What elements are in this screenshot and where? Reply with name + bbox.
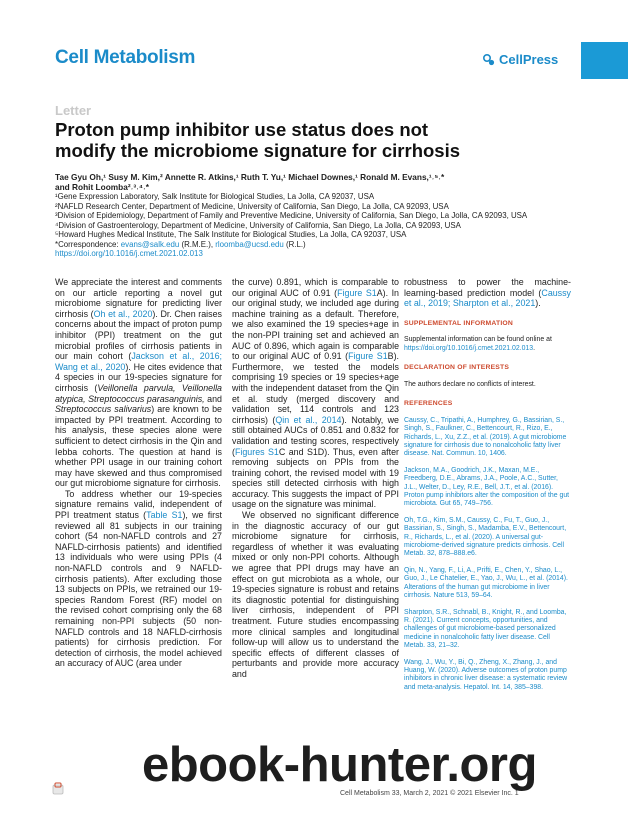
affiliation: ⁴Division of Gastroenterology, Department of Medicine, University of California, San Diego, La Jolla, CA 92093, USA bbox=[55, 220, 461, 230]
reference-item[interactable]: Jackson, M.A., Goodrich, J.K., Maxan, M.E., Freedberg, D.E., Abrams, J.A., Poole, A.C., Sutter, J.L., Welter, D., Ley, R.E., Bell, J.T., et al. (2016). Proton pump inhibitors alter the composition of the gut microbiota. Gut 65, 749–756. bbox=[404, 466, 570, 508]
text-run: To address whether our 19-species signature remains valid, independent of PPI treatment status ( bbox=[55, 488, 222, 521]
text-run: robustness to power the machine-learning-based prediction model ( bbox=[404, 277, 571, 298]
email-link[interactable]: evans@salk.edu bbox=[120, 239, 180, 249]
declaration-text: The authors declare no conflicts of interest. bbox=[404, 380, 536, 388]
header-color-block bbox=[581, 42, 628, 79]
text-run: Supplemental information can be found online at bbox=[404, 336, 552, 344]
reference-item[interactable]: Qin, N., Yang, F., Li, A., Prifti, E., Chen, Y., Shao, L., Guo, J., Le Chatelier, E., Yao, J., Wu, L., et al. (2014). Alterations of the human gut microbiome in liver cirrhosis. Nature 513, 59–64. bbox=[404, 566, 568, 600]
cellpress-icon bbox=[482, 53, 496, 67]
body-column-3 bbox=[404, 277, 571, 700]
affiliation: ⁵Howard Hughes Medical Institute, The Salk Institute for Biological Studies, La Jolla, CA 92037, USA bbox=[55, 230, 407, 239]
article-title bbox=[55, 119, 595, 161]
species-name: Streptococcus salivarius bbox=[55, 404, 152, 415]
species-name: Veillonella parvula, Veillonella atypica, Streptococcus parasanguinis, bbox=[55, 382, 222, 404]
text-run: ). bbox=[535, 298, 541, 309]
open-access-icon bbox=[52, 782, 64, 795]
title-line: Proton pump inhibitor use status does not bbox=[55, 119, 429, 140]
correspondence-label: *Correspondence: bbox=[55, 239, 121, 249]
text-run: A). In our original study, we included age during machine training as a default. Therefore, we also examined the 19 species+age in the non-PPI training set and achieved an AUC of 0.896, which again is comparable to our original AUC of 0.91 ( bbox=[232, 287, 399, 362]
affiliation: ¹Gene Expression Laboratory, Salk Institute for Biological Studies, La Jolla, CA 92037, USA bbox=[55, 192, 375, 201]
supplemental-text bbox=[404, 336, 571, 353]
figure-link[interactable]: Figure S1 bbox=[337, 287, 377, 298]
section-heading: DECLARATION OF INTERESTS bbox=[404, 364, 510, 372]
affiliation: ³Division of Epidemiology, Department of Family and Preventive Medicine, University of California, San Diego, La Jolla, CA 92093, USA bbox=[55, 211, 528, 220]
doi-link[interactable]: https://doi.org/10.1016/j.cmet.2021.02.013 bbox=[55, 249, 203, 258]
text-run: ). Dr. Chen raises concerns about the impact of proton pump inhibitor (PPI) treatment on the gut microbial profiles of cirrhosis patients in our main cohort ( bbox=[55, 308, 222, 362]
text-run: We appreciate the interest and comments on our article reporting a novel gut microbiome signature for predicting liver cirrhosis ( bbox=[55, 277, 222, 319]
body-column-1 bbox=[55, 277, 222, 669]
author-block bbox=[55, 172, 595, 259]
email-owner: (R.L.) bbox=[283, 239, 306, 249]
email-owner: (R.M.E.), bbox=[179, 239, 216, 249]
citation-link[interactable]: Jackson et al., 2016; Wang et al., 2020 bbox=[55, 351, 222, 372]
reference-item[interactable]: Wang, J., Wu, Y., Bi, Q., Zheng, X., Zhang, J., and Huang, W. (2020). Adverse outcomes of proton pump inhibitors in chronic liver disease: a systematic review and meta-analysis. Hepatol. Int. 14, 385–398. bbox=[404, 658, 568, 691]
watermark-text: ebook-hunter.org bbox=[142, 738, 537, 792]
reference-item[interactable]: Sharpton, S.R., Schnabl, B., Knight, R., and Loomba, R. (2021). Current concepts, opportunities, and challenges of gut microbiome-based personalized medicine in nonalcoholic fatty liver disease. Cell Metab. 33, 21–32. bbox=[404, 608, 567, 650]
citation-link[interactable]: Oh et al., 2020 bbox=[93, 308, 153, 319]
text-run: ). Notably, we still obtained AUCs of 0.851 and 0.832 for validation and testing scores, respectively ( bbox=[232, 414, 399, 457]
figure-link[interactable]: Figure S1 bbox=[348, 351, 388, 362]
supplemental-link[interactable]: https://doi.org/10.1016/j.cmet.2021.02.013 bbox=[404, 344, 534, 352]
citation-link[interactable]: Caussy et al., 2019; Sharpton et al., 2021 bbox=[404, 287, 571, 309]
text-run: the curve) 0.891, which is comparable to our original AUC of 0.91 ( bbox=[232, 277, 399, 298]
text-run: ) are known to be impacted by PPI treatment. According to his analysis, these species alone were sufficient to detect cirrhosis in the Qin and Iebba cohorts. The question at hand is whether PPI usage in our training cohort may have skewed and thus compromised our gut microbiome signature for cirrhosis. bbox=[55, 404, 222, 489]
text-run: ). He cites evidence that 4 species in our 19-species signature for cirrhosis ( bbox=[55, 361, 222, 393]
text-run: ), we first reviewed all 81 subjects in our training cohort (54 non-NAFLD controls and 27 NAFLD-cirrhosis patients) and identified 13 individuals who were using PPIs (4 non-NAFLD controls and 9 NAFLD-cirrhosis patients). After excluding those 13 subjects on PPIs, we retrained our 19-species Random Forest (RF) model on the revised cohort comprising only the 68 remaining non-PPI subjects (50 non-NAFLD controls and 18 NAFLD-cirrhosis patients) for cirrhosis prediction. For detection of cirrhosis, the model achieved an accuracy of AUC (area under bbox=[55, 510, 222, 669]
paragraph bbox=[55, 489, 222, 669]
section-heading: REFERENCES bbox=[404, 400, 453, 408]
text-run: C and S1D). Thus, even after removing subjects on PPIs from the training cohort, the revised model with 19 species still detected cirrhosis with high accuracy. This suggests the impact of PPI usage on the signature was minimal. bbox=[232, 446, 399, 510]
email-link[interactable]: rloomba@ucsd.edu bbox=[215, 239, 284, 249]
affiliation: ²NAFLD Research Center, Department of Medicine, University of California, San Diego, La Jolla, CA 92093, USA bbox=[55, 201, 449, 211]
paragraph bbox=[232, 277, 399, 510]
figure-link[interactable]: Figures S1 bbox=[234, 446, 279, 457]
title-line: modify the microbiome signature for cirrhosis bbox=[55, 140, 461, 161]
paragraph: We observed no significant difference in the diagnostic accuracy of our gut microbiome signature for cirrhosis, regardless of whether it was evaluating mixed or only non-PPI cohorts. Although we agree that PPI drugs may have an effect on gut microbiota as a whole, our 19-species signature is robust and retains its diagnostic potential for distinguishing liver cirrhosis, independent of PPI treatment. Future studies encompassing more clinical samples and longitudinal follow-up will allow us to understand the specific effects of different classes of perturbants and provide more accuracy and bbox=[232, 510, 399, 679]
body-column-2 bbox=[232, 277, 399, 680]
citation-link[interactable]: Table S1 bbox=[146, 510, 183, 521]
publisher-name: CellPress bbox=[499, 52, 559, 67]
reference-item[interactable]: Oh, T.G., Kim, S.M., Caussy, C., Fu, T., Guo, J., Bassirian, S., Singh, S., Madamba, E.V., Bettencourt, R., Richards, L., et al. (2020). A universal gut-microbiome-derived signature predicts cirrhosis. Cell Metab. 32, 878–888.e6. bbox=[404, 516, 567, 558]
publisher-logo[interactable] bbox=[482, 52, 558, 67]
section-heading: SUPPLEMENTAL INFORMATION bbox=[404, 319, 514, 327]
author-list: Tae Gyu Oh,¹ Susy M. Kim,² Annette R. Atkins,¹ Ruth T. Yu,¹ Michael Downes,¹ Ronald M. Evans,¹˒⁵˒* bbox=[55, 172, 445, 182]
paragraph bbox=[404, 277, 571, 309]
text-run: . bbox=[533, 344, 536, 352]
citation-link[interactable]: Qin et al., 2014 bbox=[275, 414, 342, 425]
journal-title: Cell Metabolism bbox=[55, 47, 196, 68]
page-footer: Cell Metabolism 33, March 2, 2021 © 2021 Elsevier Inc. 1 bbox=[340, 790, 519, 797]
paragraph bbox=[55, 277, 222, 489]
author-list: and Rohit Loomba²˒³˒⁴˒* bbox=[55, 182, 149, 192]
article-type: Letter bbox=[55, 103, 92, 118]
reference-item[interactable]: Caussy, C., Tripathi, A., Humphrey, G., Bassirian, S., Singh, S., Faulkner, C., Bettencourt, R., Rizo, E., Richards, L., Xu, Z.Z., et al. (2019). A gut microbiome signature for cirrhosis due to nonalcoholic fatty liver disease. Nat. Commun. 10, 1406. bbox=[404, 416, 567, 458]
text-run: B). Furthermore, we tested the models comprising 19 species or 19 species+age with the independent dataset from the Qin et al. study (merged discovery and validation set, 114 controls and 123 cirrhosis) ( bbox=[232, 351, 399, 425]
correspondence bbox=[55, 240, 595, 250]
text-run: and bbox=[204, 393, 222, 404]
